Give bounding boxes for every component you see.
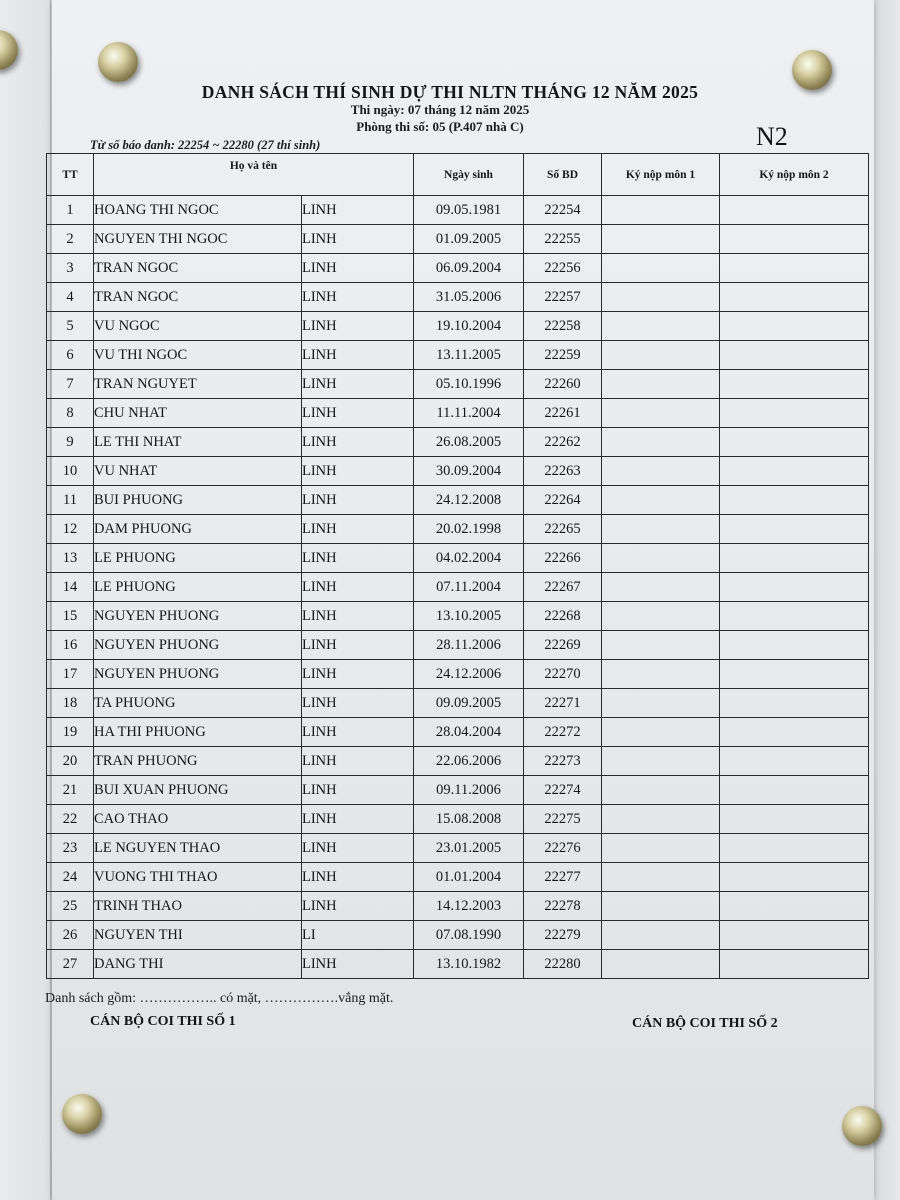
signature-cell-subject-1 xyxy=(602,370,720,399)
candidate-number: 22271 xyxy=(524,689,602,718)
candidate-birth-date: 26.08.2005 xyxy=(414,428,524,457)
row-number: 18 xyxy=(47,689,94,718)
signature-cell-subject-2 xyxy=(720,805,869,834)
adjacent-sheet-right xyxy=(874,0,900,1200)
signature-cell-subject-2 xyxy=(720,747,869,776)
signature-cell-subject-2 xyxy=(720,573,869,602)
signature-cell-subject-2 xyxy=(720,341,869,370)
thumbtack-icon xyxy=(842,1106,882,1146)
signature-cell-subject-1 xyxy=(602,341,720,370)
table-row xyxy=(47,805,869,834)
candidate-number: 22257 xyxy=(524,283,602,312)
signature-cell-subject-2 xyxy=(720,428,869,457)
row-number: 11 xyxy=(47,486,94,515)
signature-cell-subject-1 xyxy=(602,486,720,515)
signature-cell-subject-1 xyxy=(602,863,720,892)
candidate-last-name: NGUYEN PHUONG xyxy=(94,660,302,689)
row-number: 9 xyxy=(47,428,94,457)
signature-cell-subject-2 xyxy=(720,254,869,283)
candidate-birth-date: 05.10.1996 xyxy=(414,370,524,399)
candidate-number: 22267 xyxy=(524,573,602,602)
candidate-last-name: VUONG THI THAO xyxy=(94,863,302,892)
candidate-number: 22272 xyxy=(524,718,602,747)
room-code-label: N2 xyxy=(756,122,788,151)
signature-cell-subject-1 xyxy=(602,225,720,254)
candidate-last-name: TA PHUONG xyxy=(94,689,302,718)
candidate-first-name: LINH xyxy=(302,631,414,660)
candidate-birth-date: 22.06.2006 xyxy=(414,747,524,776)
table-row xyxy=(47,196,869,225)
candidate-last-name: LE PHUONG xyxy=(94,544,302,573)
signature-cell-subject-1 xyxy=(602,718,720,747)
candidate-first-name: LINH xyxy=(302,196,414,225)
candidate-table xyxy=(46,153,869,979)
candidate-birth-date: 15.08.2008 xyxy=(414,805,524,834)
candidate-number: 22275 xyxy=(524,805,602,834)
candidate-last-name: TRAN NGOC xyxy=(94,283,302,312)
candidate-first-name: LINH xyxy=(302,544,414,573)
proctor-1-label: CÁN BỘ COI THI SỐ 1 xyxy=(90,1014,236,1029)
row-number: 6 xyxy=(47,341,94,370)
signature-cell-subject-2 xyxy=(720,399,869,428)
table-row xyxy=(47,950,869,979)
candidate-number: 22270 xyxy=(524,660,602,689)
row-number: 26 xyxy=(47,921,94,950)
candidate-first-name: LINH xyxy=(302,254,414,283)
signature-cell-subject-2 xyxy=(720,602,869,631)
attendance-summary: Danh sách gồm: …………….. có mặt, …………….vắng mặt. xyxy=(45,991,394,1006)
signature-cell-subject-2 xyxy=(720,631,869,660)
candidate-first-name: LINH xyxy=(302,515,414,544)
table-row xyxy=(47,283,869,312)
signature-cell-subject-1 xyxy=(602,631,720,660)
table-row xyxy=(47,863,869,892)
candidate-last-name: NGUYEN THI NGOC xyxy=(94,225,302,254)
candidate-first-name: LINH xyxy=(302,283,414,312)
table-row xyxy=(47,457,869,486)
candidate-number: 22280 xyxy=(524,950,602,979)
table-row xyxy=(47,892,869,921)
table-row xyxy=(47,573,869,602)
proctor-2-label: CÁN BỘ COI THI SỐ 2 xyxy=(632,1016,778,1031)
signature-cell-subject-1 xyxy=(602,573,720,602)
candidate-first-name: LINH xyxy=(302,573,414,602)
header-dob: Ngày sinh xyxy=(414,154,524,196)
signature-cell-subject-1 xyxy=(602,950,720,979)
exam-room: Phòng thi số: 05 (P.407 nhà C) xyxy=(356,119,524,134)
signature-cell-subject-1 xyxy=(602,660,720,689)
candidate-number: 22262 xyxy=(524,428,602,457)
candidate-first-name: LINH xyxy=(302,689,414,718)
row-number: 10 xyxy=(47,457,94,486)
candidate-last-name: LE PHUONG xyxy=(94,573,302,602)
candidate-number-range: Từ số báo danh: 22254 ~ 22280 (27 thí sinh) xyxy=(90,138,321,152)
candidate-last-name: TRAN NGOC xyxy=(94,254,302,283)
candidate-last-name: VU NHAT xyxy=(94,457,302,486)
table-row xyxy=(47,370,869,399)
table-row xyxy=(47,486,869,515)
candidate-birth-date: 09.09.2005 xyxy=(414,689,524,718)
table-row xyxy=(47,747,869,776)
row-number: 19 xyxy=(47,718,94,747)
table-row xyxy=(47,341,869,370)
row-number: 14 xyxy=(47,573,94,602)
row-number: 27 xyxy=(47,950,94,979)
signature-cell-subject-2 xyxy=(720,196,869,225)
candidate-last-name: DAM PHUONG xyxy=(94,515,302,544)
candidate-number: 22264 xyxy=(524,486,602,515)
signature-cell-subject-1 xyxy=(602,544,720,573)
table-row xyxy=(47,776,869,805)
candidate-last-name: VU THI NGOC xyxy=(94,341,302,370)
signature-cell-subject-1 xyxy=(602,892,720,921)
candidate-last-name: HA THI PHUONG xyxy=(94,718,302,747)
table-row xyxy=(47,660,869,689)
candidate-last-name: NGUYEN THI xyxy=(94,921,302,950)
table-row xyxy=(47,834,869,863)
row-number: 12 xyxy=(47,515,94,544)
signature-cell-subject-1 xyxy=(602,399,720,428)
signature-cell-subject-2 xyxy=(720,718,869,747)
candidate-number: 22268 xyxy=(524,602,602,631)
signature-cell-subject-1 xyxy=(602,776,720,805)
row-number: 4 xyxy=(47,283,94,312)
candidate-first-name: LINH xyxy=(302,747,414,776)
candidate-birth-date: 28.11.2006 xyxy=(414,631,524,660)
candidate-number: 22256 xyxy=(524,254,602,283)
candidate-birth-date: 13.10.2005 xyxy=(414,602,524,631)
candidate-last-name: LE NGUYEN THAO xyxy=(94,834,302,863)
row-number: 2 xyxy=(47,225,94,254)
signature-cell-subject-1 xyxy=(602,457,720,486)
signature-cell-subject-1 xyxy=(602,747,720,776)
signature-cell-subject-2 xyxy=(720,863,869,892)
candidate-first-name: LINH xyxy=(302,718,414,747)
table-row xyxy=(47,718,869,747)
table-row xyxy=(47,921,869,950)
candidate-number: 22274 xyxy=(524,776,602,805)
candidate-birth-date: 04.02.2004 xyxy=(414,544,524,573)
signature-cell-subject-1 xyxy=(602,312,720,341)
candidate-first-name: LINH xyxy=(302,428,414,457)
signature-cell-subject-1 xyxy=(602,602,720,631)
signature-cell-subject-1 xyxy=(602,515,720,544)
candidate-birth-date: 14.12.2003 xyxy=(414,892,524,921)
signature-cell-subject-2 xyxy=(720,457,869,486)
signature-cell-subject-2 xyxy=(720,544,869,573)
candidate-birth-date: 24.12.2008 xyxy=(414,486,524,515)
table-row xyxy=(47,602,869,631)
candidate-first-name: LINH xyxy=(302,863,414,892)
row-number: 7 xyxy=(47,370,94,399)
signature-cell-subject-1 xyxy=(602,254,720,283)
header-sbd: Số BD xyxy=(524,154,602,196)
adjacent-sheet-left xyxy=(0,0,51,1200)
signature-cell-subject-2 xyxy=(720,225,869,254)
row-number: 1 xyxy=(47,196,94,225)
candidate-number: 22277 xyxy=(524,863,602,892)
candidate-birth-date: 13.10.1982 xyxy=(414,950,524,979)
candidate-last-name: NGUYEN PHUONG xyxy=(94,631,302,660)
candidate-first-name: LINH xyxy=(302,950,414,979)
table-row xyxy=(47,254,869,283)
candidate-first-name: LINH xyxy=(302,399,414,428)
candidate-birth-date: 07.08.1990 xyxy=(414,921,524,950)
candidate-number: 22259 xyxy=(524,341,602,370)
table-header-row xyxy=(47,154,869,196)
signature-cell-subject-2 xyxy=(720,689,869,718)
signature-cell-subject-2 xyxy=(720,834,869,863)
candidate-number: 22261 xyxy=(524,399,602,428)
header-sign-subject-1: Ký nộp môn 1 xyxy=(602,154,720,196)
signature-cell-subject-2 xyxy=(720,950,869,979)
candidate-number: 22278 xyxy=(524,892,602,921)
signature-cell-subject-1 xyxy=(602,196,720,225)
candidate-last-name: BUI PHUONG xyxy=(94,486,302,515)
candidate-last-name: BUI XUAN PHUONG xyxy=(94,776,302,805)
candidate-number: 22279 xyxy=(524,921,602,950)
candidate-birth-date: 13.11.2005 xyxy=(414,341,524,370)
candidate-first-name: LINH xyxy=(302,776,414,805)
candidate-rows xyxy=(47,196,869,979)
header-sign-subject-2: Ký nộp môn 2 xyxy=(720,154,869,196)
candidate-birth-date: 11.11.2004 xyxy=(414,399,524,428)
candidate-last-name: CHU NHAT xyxy=(94,399,302,428)
candidate-first-name: LINH xyxy=(302,834,414,863)
signature-cell-subject-2 xyxy=(720,776,869,805)
candidate-number: 22255 xyxy=(524,225,602,254)
candidate-first-name: LINH xyxy=(302,602,414,631)
candidate-first-name: LINH xyxy=(302,486,414,515)
row-number: 20 xyxy=(47,747,94,776)
candidate-number: 22263 xyxy=(524,457,602,486)
candidate-first-name: LINH xyxy=(302,312,414,341)
candidate-birth-date: 19.10.2004 xyxy=(414,312,524,341)
row-number: 5 xyxy=(47,312,94,341)
candidate-last-name: TRAN PHUONG xyxy=(94,747,302,776)
candidate-number: 22276 xyxy=(524,834,602,863)
candidate-number: 22265 xyxy=(524,515,602,544)
row-number: 24 xyxy=(47,863,94,892)
candidate-first-name: LINH xyxy=(302,805,414,834)
candidate-last-name: TRAN NGUYET xyxy=(94,370,302,399)
thumbtack-icon xyxy=(98,42,138,82)
candidate-birth-date: 28.04.2004 xyxy=(414,718,524,747)
candidate-last-name: CAO THAO xyxy=(94,805,302,834)
table-row xyxy=(47,544,869,573)
row-number: 15 xyxy=(47,602,94,631)
row-number: 23 xyxy=(47,834,94,863)
candidate-last-name: TRINH THAO xyxy=(94,892,302,921)
candidate-birth-date: 24.12.2006 xyxy=(414,660,524,689)
table-row xyxy=(47,399,869,428)
signature-cell-subject-2 xyxy=(720,312,869,341)
row-number: 22 xyxy=(47,805,94,834)
candidate-birth-date: 09.11.2006 xyxy=(414,776,524,805)
signature-cell-subject-1 xyxy=(602,834,720,863)
candidate-last-name: HOANG THI NGOC xyxy=(94,196,302,225)
candidate-last-name: VU NGOC xyxy=(94,312,302,341)
signature-cell-subject-1 xyxy=(602,805,720,834)
candidate-birth-date: 01.01.2004 xyxy=(414,863,524,892)
header-name: Họ và tên xyxy=(94,154,414,196)
row-number: 16 xyxy=(47,631,94,660)
signature-cell-subject-2 xyxy=(720,486,869,515)
candidate-first-name: LINH xyxy=(302,225,414,254)
row-number: 21 xyxy=(47,776,94,805)
table-row xyxy=(47,631,869,660)
candidate-birth-date: 31.05.2006 xyxy=(414,283,524,312)
candidate-last-name: NGUYEN PHUONG xyxy=(94,602,302,631)
signature-cell-subject-2 xyxy=(720,921,869,950)
document-title: DANH SÁCH THÍ SINH DỰ THI NLTN THÁNG 12 NĂM 2025 xyxy=(201,82,699,102)
row-number: 17 xyxy=(47,660,94,689)
candidate-first-name: LINH xyxy=(302,660,414,689)
candidate-birth-date: 07.11.2004 xyxy=(414,573,524,602)
table-row xyxy=(47,312,869,341)
signature-cell-subject-2 xyxy=(720,892,869,921)
signature-cell-subject-2 xyxy=(720,660,869,689)
candidate-number: 22266 xyxy=(524,544,602,573)
signature-cell-subject-2 xyxy=(720,283,869,312)
signature-cell-subject-1 xyxy=(602,921,720,950)
candidate-number: 22254 xyxy=(524,196,602,225)
candidate-last-name: LE THI NHAT xyxy=(94,428,302,457)
signature-cell-subject-1 xyxy=(602,428,720,457)
candidate-last-name: DANG THI xyxy=(94,950,302,979)
row-number: 3 xyxy=(47,254,94,283)
candidate-birth-date: 06.09.2004 xyxy=(414,254,524,283)
table-row xyxy=(47,515,869,544)
candidate-first-name: LINH xyxy=(302,341,414,370)
candidate-number: 22273 xyxy=(524,747,602,776)
candidate-number: 22269 xyxy=(524,631,602,660)
exam-date: Thi ngày: 07 tháng 12 năm 2025 xyxy=(350,102,530,117)
candidate-birth-date: 30.09.2004 xyxy=(414,457,524,486)
row-number: 25 xyxy=(47,892,94,921)
candidate-number: 22258 xyxy=(524,312,602,341)
header-tt: TT xyxy=(47,154,94,196)
candidate-birth-date: 23.01.2005 xyxy=(414,834,524,863)
signature-cell-subject-1 xyxy=(602,283,720,312)
candidate-first-name: LI xyxy=(302,921,414,950)
candidate-number: 22260 xyxy=(524,370,602,399)
candidate-first-name: LINH xyxy=(302,892,414,921)
table-row xyxy=(47,225,869,254)
candidate-birth-date: 09.05.1981 xyxy=(414,196,524,225)
signature-cell-subject-2 xyxy=(720,370,869,399)
thumbtack-icon xyxy=(62,1094,102,1134)
row-number: 8 xyxy=(47,399,94,428)
candidate-first-name: LINH xyxy=(302,457,414,486)
signature-cell-subject-1 xyxy=(602,689,720,718)
row-number: 13 xyxy=(47,544,94,573)
candidate-birth-date: 01.09.2005 xyxy=(414,225,524,254)
candidate-first-name: LINH xyxy=(302,370,414,399)
candidate-birth-date: 20.02.1998 xyxy=(414,515,524,544)
table-row xyxy=(47,689,869,718)
table-row xyxy=(47,428,869,457)
signature-cell-subject-2 xyxy=(720,515,869,544)
